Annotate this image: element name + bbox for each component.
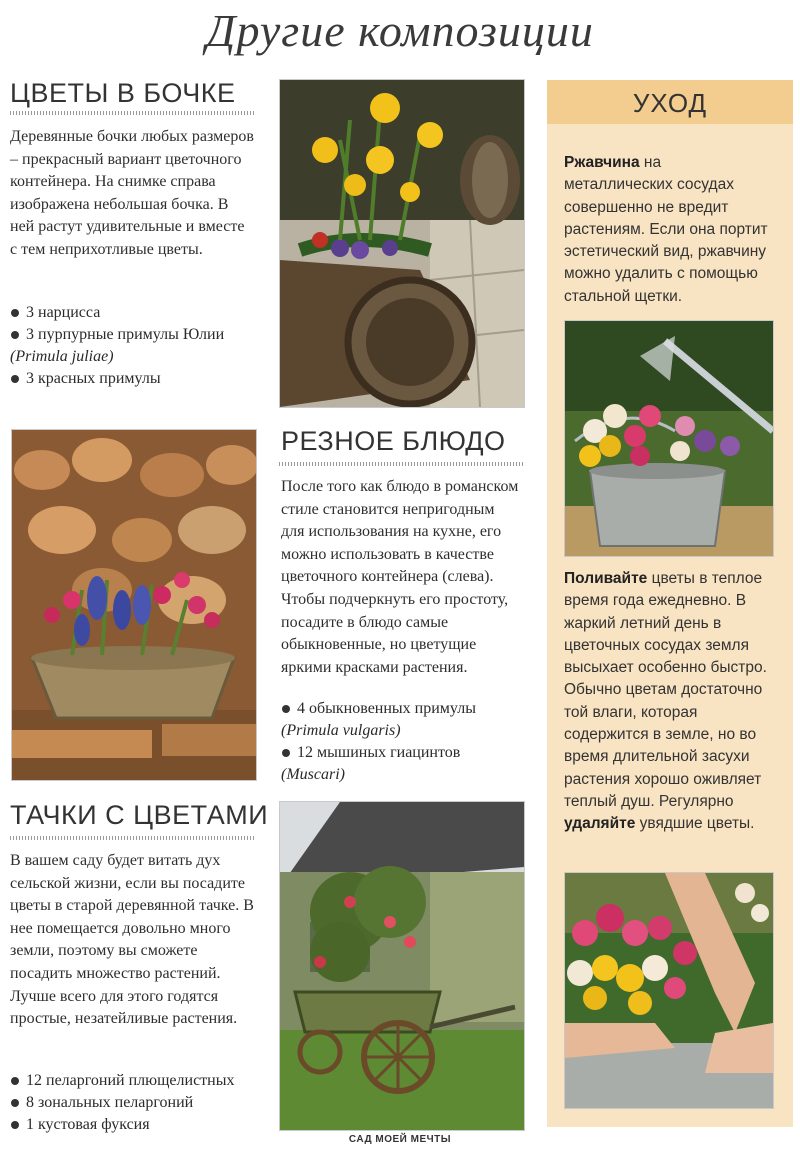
plant-name: 8 зональных пеларгоний xyxy=(26,1094,194,1111)
barrel-photo xyxy=(279,79,525,408)
plant-name: 12 мышиных гиацинтов xyxy=(297,744,461,761)
barrel-plant-list xyxy=(10,302,260,390)
cart-heading: ТАЧКИ С ЦВЕТАМИ xyxy=(10,800,269,830)
barrel-heading: ЦВЕТЫ В БОЧКЕ xyxy=(10,78,236,108)
plant-name: 12 пеларгоний плющелистных xyxy=(26,1072,235,1089)
plant-name: 4 обыкновенных примулы xyxy=(297,700,476,717)
plant-name: 3 нарцисса xyxy=(26,304,101,321)
list-item xyxy=(10,1092,270,1114)
care-rust-text: на металлических сосудах совершенно не вредит растениям. Если она портит эстетический вид, ржавчину можно удалить с помощью стальной щетки. xyxy=(564,154,768,305)
plant-latin-name: (Muscari) xyxy=(281,766,345,783)
care-heading: УХОД xyxy=(547,80,793,124)
care-rust-paragraph xyxy=(564,152,774,308)
barrel-text: Деревянные бочки любых размеров – прекрасный вариант цветочного контейнера. На снимке справа изображена небольшая бочка. В ней растут удивительные и вместе с тем неприхотливые цветы. xyxy=(10,128,254,258)
care-water-paragraph xyxy=(564,568,774,836)
plant-name: 3 пурпурные примулы Юлии xyxy=(26,326,225,343)
list-item xyxy=(281,698,531,742)
care-remove-bold: удаляйте xyxy=(564,815,636,833)
page-title: Другие композиции xyxy=(206,5,594,56)
dish-photo xyxy=(11,429,257,781)
dish-heading: РЕЗНОЕ БЛЮДО xyxy=(281,426,506,456)
deadheading-photo xyxy=(564,872,774,1109)
list-item xyxy=(10,1114,270,1136)
list-item xyxy=(10,324,260,368)
care-remove-text: увядшие цветы. xyxy=(635,815,755,833)
list-item xyxy=(10,368,260,390)
watering-photo xyxy=(564,320,774,557)
plant-latin-name: (Primula vulgaris) xyxy=(281,722,401,739)
list-item xyxy=(10,302,260,324)
care-rust-bold: Ржавчина xyxy=(564,154,640,171)
cart-text: В вашем саду будет витать дух сельской жизни, если вы посадите цветы в старой деревянной тачке. В нее помещается довольно много земли, поэтому вы сможете посадить множество растений. Лучше всего для этого годятся простые, незатейливые растения. xyxy=(10,852,254,1028)
plant-name: 1 кустовая фуксия xyxy=(26,1116,150,1133)
plant-name: 3 красных примулы xyxy=(26,370,161,387)
dish-plant-list xyxy=(281,698,531,786)
list-item xyxy=(281,742,531,786)
dish-heading-rule xyxy=(279,462,523,466)
care-water-text: цветы в теплое время года ежедневно. В жаркий летний день в цветочных сосудах земля высыхает особенно быстро. Обычно цветам достаточно той влаги, которая содержится в земле, но во время длительной засухи растения хорошо оживляет теплый душ. Регулярно xyxy=(564,570,767,810)
page-footer: САД МОЕЙ МЕЧТЫ xyxy=(348,1134,452,1145)
plant-latin-name: (Primula juliae) xyxy=(10,348,114,365)
cart-heading-rule xyxy=(10,836,256,840)
list-item xyxy=(10,1070,270,1092)
care-water-bold: Поливайте xyxy=(564,570,648,587)
dish-text: После того как блюдо в романском стиле становится непригодным для использования на кухне, его можно использовать в качестве цветочного контейнера (слева). Чтобы подчеркнуть его простоту, посадите в блюдо самые обыкновенные, но цветущие яркими красками растения. xyxy=(281,478,519,676)
barrel-heading-rule xyxy=(10,111,256,115)
cart-plant-list xyxy=(10,1070,270,1136)
cart-photo xyxy=(279,801,525,1131)
